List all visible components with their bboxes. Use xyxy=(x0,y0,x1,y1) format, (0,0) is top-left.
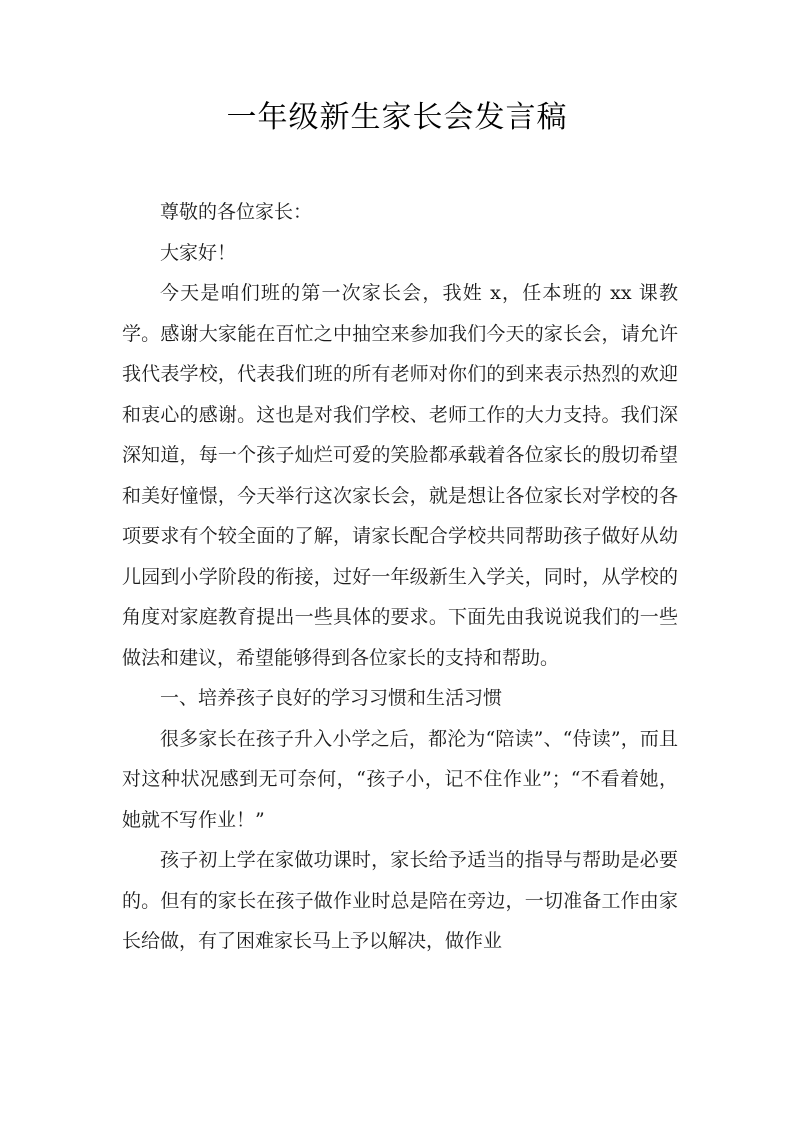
section-heading: 一、培养孩子良好的学习习惯和生活习惯 xyxy=(160,687,503,709)
body-paragraph: 孩子初上学在家做功课时，家长给予适当的指导与帮助是必要的。但有的家长在孩子做作业时总是陪在旁边，一切准备工作由家长给做，有了困难家长马上予以解决，做作业 xyxy=(122,849,678,952)
salutation-paragraph: 尊敬的各位家长： xyxy=(160,201,313,223)
intro-paragraph: 今天是咱们班的第一次家长会，我姓 x，任本班的 xx 课教学。感谢大家能在百忙之中抽空来参加我们今天的家长会，请允许我代表学校，代表我们班的所有老师对你们的到来表示热烈的欢迎和衷心的感谢。这也是对我们学校、老师工作的大力支持。我们深深知道，每一个孩子灿烂可爱的笑脸都承载着各位家长的殷切希望和美好憧憬，今天举行这次家长会，就是想让各位家长对学校的各项要求有个较全面的了解，请家长配合学校共同帮助孩子做好从幼儿园到小学阶段的衔接，过好一年级新生入学关，同时，从学校的角度对家庭教育提出一些具体的要求。下面先由我说说我们的一些做法和建议，希望能够得到各位家长的支持和帮助。 xyxy=(122,282,678,669)
body-paragraph: 很多家长在孩子升入小学之后，都沦为“陪读”、“侍读”，而且对这种状况感到无可奈何，“孩子小，记不住作业”；“不看着她，她就不写作业！” xyxy=(122,727,678,831)
document-body xyxy=(122,192,678,962)
greeting-paragraph: 大家好！ xyxy=(160,241,237,264)
document-title: 一年级新生家长会发言稿 xyxy=(226,100,568,135)
